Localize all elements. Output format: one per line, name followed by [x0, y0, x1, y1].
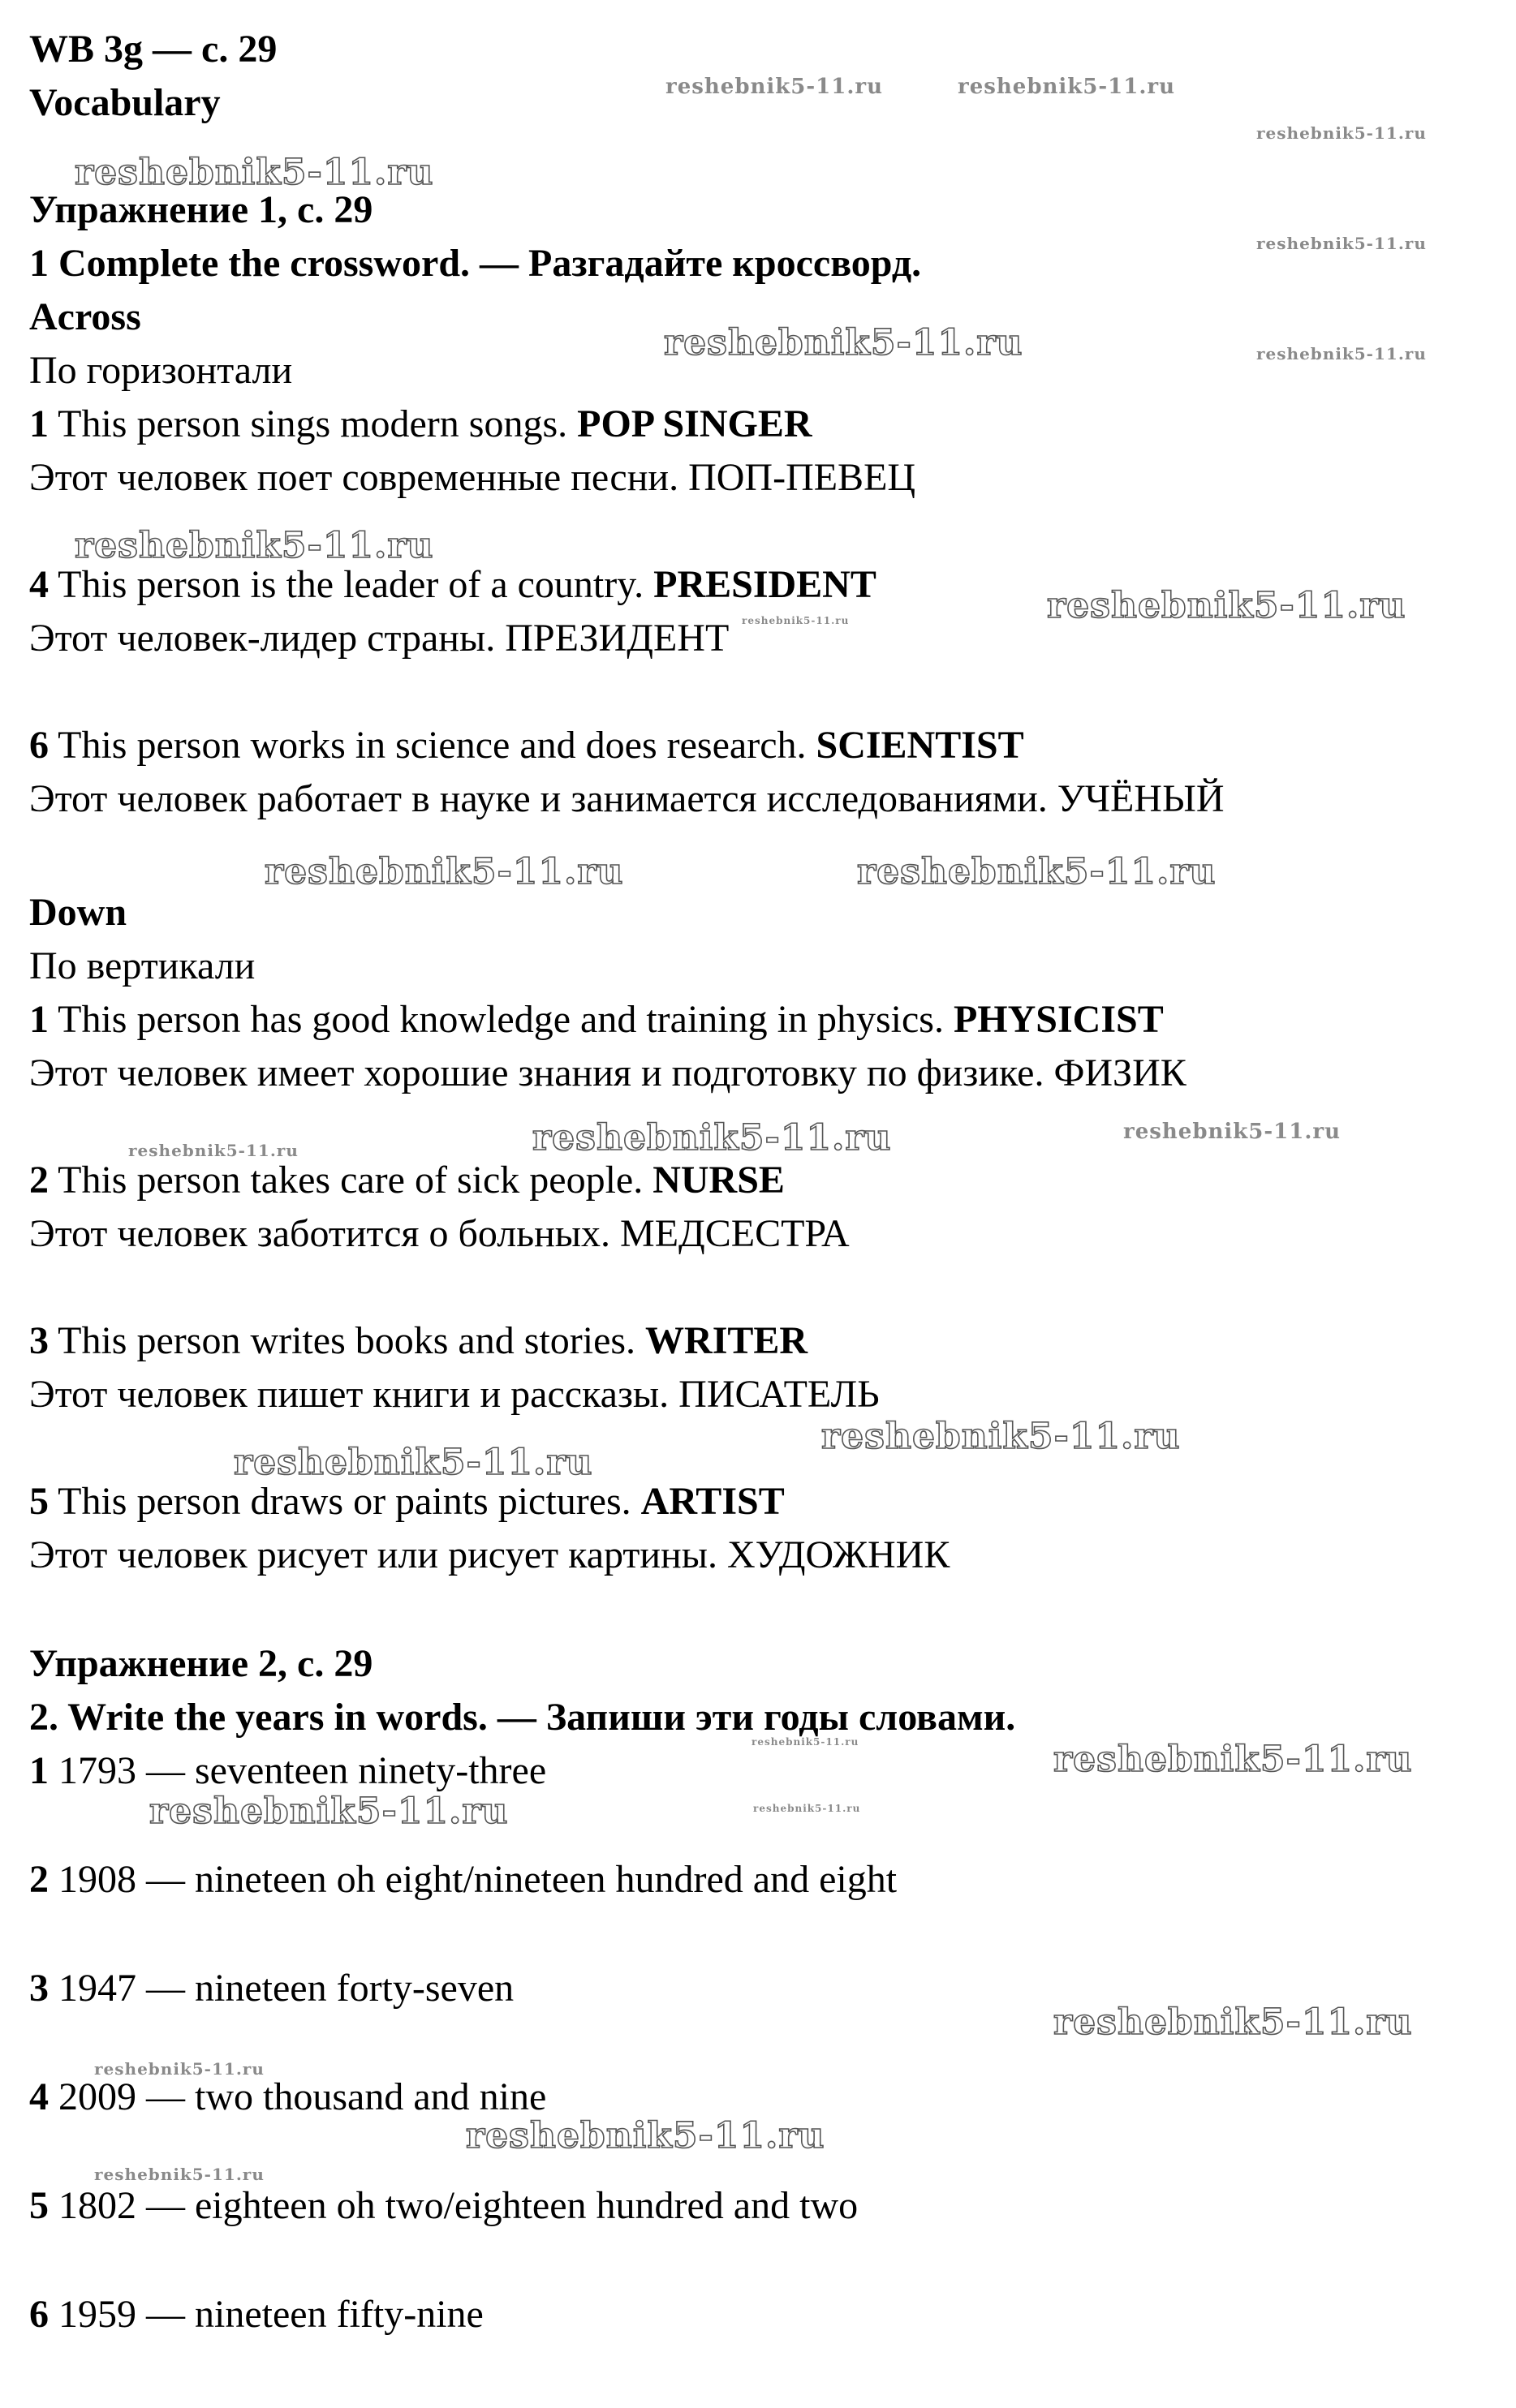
exercise1-task: 1 Complete the crossword. — Разгадайте кроссворд.: [29, 242, 922, 285]
watermark: reshebnik5-11.ru: [1256, 123, 1427, 143]
down-clue-2: [29, 1154, 785, 1207]
watermark: reshebnik5-11.ru: [752, 1736, 859, 1748]
clue-answer: POP SINGER: [577, 402, 812, 445]
watermark: reshebnik5-11.ru: [1123, 1120, 1342, 1144]
clue-number: 4: [29, 563, 49, 606]
watermark: reshebnik5-11.ru: [821, 1416, 1181, 1457]
clue-number: 1: [29, 402, 49, 445]
watermark: reshebnik5-11.ru: [1256, 234, 1427, 253]
across-clue-4-ru: Этот человек-лидер страны. ПРЕЗИДЕНТ: [29, 617, 730, 660]
across-clue-6-ru: Этот человек работает в науке и занимается исследованиями. УЧЁНЫЙ: [29, 777, 1225, 820]
clue-text: This person sings modern songs.: [49, 402, 578, 445]
watermark: reshebnik5-11.ru: [1053, 1739, 1413, 1780]
down-clue-3: [29, 1314, 808, 1368]
across-clue-1-ru: Этот человек поет современные песни. ПОП-ПЕВЕЦ: [29, 456, 916, 499]
clue-answer: NURSE: [652, 1159, 785, 1202]
clue-answer: WRITER: [645, 1319, 808, 1362]
year-item-5: [29, 2179, 858, 2233]
section-title: Vocabulary: [29, 81, 221, 124]
watermark: reshebnik5-11.ru: [958, 75, 1176, 99]
item-number: 1: [29, 1749, 49, 1792]
clue-text: This person writes books and stories.: [49, 1319, 646, 1362]
clue-text: This person is the leader of a country.: [49, 563, 654, 606]
watermark: reshebnik5-11.ru: [1256, 344, 1427, 363]
clue-answer: PRESIDENT: [653, 563, 876, 606]
clue-text: This person has good knowledge and training in physics.: [49, 998, 954, 1041]
item-number: 3: [29, 1967, 49, 2010]
clue-number: 3: [29, 1319, 49, 1362]
watermark: reshebnik5-11.ru: [1047, 585, 1406, 626]
watermark: reshebnik5-11.ru: [466, 2115, 825, 2156]
down-label: Down: [29, 891, 127, 934]
item-text: 2009 — two thousand and nine: [49, 2075, 547, 2118]
watermark: reshebnik5-11.ru: [857, 851, 1217, 892]
clue-text: This person works in science and does research.: [49, 724, 816, 767]
item-text: 1802 — eighteen oh two/eighteen hundred and two: [49, 2184, 859, 2227]
clue-number: 5: [29, 1480, 49, 1523]
exercise2-heading: Упражнение 2, с. 29: [29, 1642, 373, 1685]
clue-answer: ARTIST: [640, 1480, 785, 1523]
item-number: 4: [29, 2075, 49, 2118]
clue-text: This person takes care of sick people.: [49, 1159, 653, 1202]
across-clue-1: [29, 398, 812, 451]
item-text: 1793 — seventeen ninety-three: [49, 1749, 547, 1792]
item-number: 5: [29, 2184, 49, 2227]
watermark: reshebnik5-11.ru: [234, 1442, 593, 1483]
watermark: reshebnik5-11.ru: [664, 322, 1023, 363]
across-label: Across: [29, 295, 141, 338]
down-clue-5-ru: Этот человек рисует или рисует картины. ХУДОЖНИК: [29, 1533, 950, 1576]
year-item-6: [29, 2288, 484, 2341]
watermark: reshebnik5-11.ru: [94, 2059, 265, 2079]
clue-number: 6: [29, 724, 49, 767]
watermark: reshebnik5-11.ru: [128, 1141, 299, 1160]
item-text: 1908 — nineteen oh eight/nineteen hundred and eight: [49, 1858, 898, 1901]
across-clue-6: [29, 719, 1024, 772]
clue-answer: SCIENTIST: [816, 724, 1024, 767]
down-clue-1: [29, 993, 1164, 1047]
clue-number: 1: [29, 998, 49, 1041]
item-number: 2: [29, 1858, 49, 1901]
clue-text: This person draws or paints pictures.: [49, 1480, 641, 1523]
watermark: reshebnik5-11.ru: [149, 1791, 509, 1832]
watermark: reshebnik5-11.ru: [753, 1803, 861, 1814]
watermark: reshebnik5-11.ru: [75, 152, 434, 193]
year-item-2: [29, 1853, 897, 1907]
item-number: 6: [29, 2293, 49, 2336]
down-label-ru: По вертикали: [29, 944, 256, 987]
watermark: reshebnik5-11.ru: [532, 1117, 892, 1159]
item-text: 1959 — nineteen fifty-nine: [49, 2293, 484, 2336]
watermark: reshebnik5-11.ru: [94, 2165, 265, 2184]
year-item-3: [29, 1962, 514, 2015]
page-title: WB 3g — c. 29: [29, 28, 278, 71]
item-text: 1947 — nineteen forty-seven: [49, 1967, 515, 2010]
watermark: reshebnik5-11.ru: [742, 615, 850, 626]
down-clue-1-ru: Этот человек имеет хорошие знания и подготовку по физике. ФИЗИК: [29, 1051, 1187, 1094]
clue-answer: PHYSICIST: [953, 998, 1164, 1041]
across-label-ru: По горизонтали: [29, 349, 293, 392]
exercise1-heading: Упражнение 1, с. 29: [29, 188, 373, 231]
clue-number: 2: [29, 1159, 49, 1202]
watermark: reshebnik5-11.ru: [265, 851, 624, 892]
watermark: reshebnik5-11.ru: [1053, 2002, 1413, 2043]
down-clue-2-ru: Этот человек заботится о больных. МЕДСЕСТРА: [29, 1212, 850, 1255]
watermark: reshebnik5-11.ru: [75, 525, 434, 566]
down-clue-3-ru: Этот человек пишет книги и рассказы. ПИСАТЕЛЬ: [29, 1373, 880, 1416]
watermark: reshebnik5-11.ru: [665, 75, 884, 99]
exercise2-task: 2. Write the years in words. — Запиши эти годы словами.: [29, 1696, 1016, 1739]
